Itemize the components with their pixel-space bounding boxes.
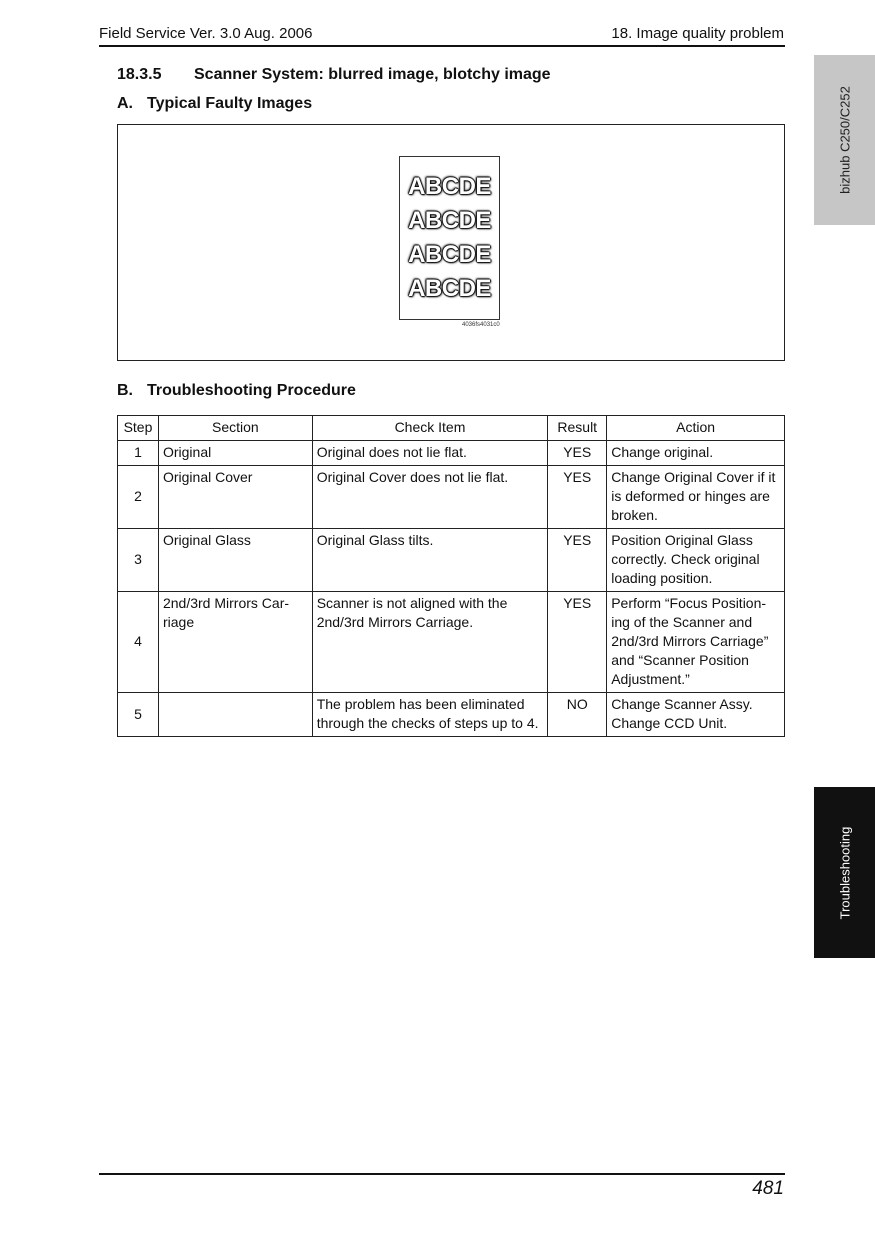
page-number: 481 <box>752 1178 784 1199</box>
col-header-result: Result <box>548 416 607 441</box>
cell-result: YES <box>548 592 607 693</box>
table-row <box>118 693 785 737</box>
table-row <box>118 529 785 592</box>
cell-section: 2nd/3rd Mirrors Car-riage <box>158 592 312 693</box>
section-heading <box>117 66 551 84</box>
cell-result: YES <box>548 466 607 529</box>
cell-result: NO <box>548 693 607 737</box>
sample-text-row: ABCDE <box>408 275 491 302</box>
sample-text-row: ABCDE <box>408 241 491 268</box>
table-header-row <box>118 416 785 441</box>
model-side-tab-label: bizhub C250/C252 <box>837 86 852 194</box>
section-title: Scanner System: blurred image, blotchy image <box>194 66 551 83</box>
faulty-image-sample <box>399 156 500 320</box>
cell-action: Change Scanner Assy. Change CCD Unit. <box>607 693 785 737</box>
cell-section: Original Glass <box>158 529 312 592</box>
part-b-heading <box>117 382 356 400</box>
col-header-action: Action <box>607 416 785 441</box>
cell-section: Original Cover <box>158 466 312 529</box>
cell-check-item: Scanner is not aligned with the 2nd/3rd Mirrors Carriage. <box>312 592 548 693</box>
header-rule <box>99 45 785 47</box>
cell-step: 4 <box>118 592 159 693</box>
part-b-letter: B. <box>117 382 133 399</box>
part-a-heading <box>117 95 312 113</box>
cell-step: 5 <box>118 693 159 737</box>
table-row <box>118 466 785 529</box>
sample-text-row: ABCDE <box>408 173 491 200</box>
col-header-step: Step <box>118 416 159 441</box>
part-b-title: Troubleshooting Procedure <box>147 382 356 399</box>
chapter-side-tab <box>814 787 875 958</box>
cell-check-item: Original does not lie flat. <box>312 441 548 466</box>
cell-check-item: Original Cover does not lie flat. <box>312 466 548 529</box>
troubleshooting-table <box>117 415 785 737</box>
sample-text-row: ABCDE <box>408 207 491 234</box>
col-header-check-item: Check Item <box>312 416 548 441</box>
chapter-side-tab-label: Troubleshooting <box>837 826 852 919</box>
section-number: 18.3.5 <box>117 66 162 83</box>
header-right: 18. Image quality problem <box>611 25 784 42</box>
col-header-section: Section <box>158 416 312 441</box>
table-row <box>118 592 785 693</box>
cell-check-item: The problem has been eliminated through the checks of steps up to 4. <box>312 693 548 737</box>
table-row <box>118 441 785 466</box>
cell-section <box>158 693 312 737</box>
image-code: 4036fs4031c0 <box>462 322 500 328</box>
cell-result: YES <box>548 441 607 466</box>
cell-action: Change original. <box>607 441 785 466</box>
cell-step: 1 <box>118 441 159 466</box>
header-left: Field Service Ver. 3.0 Aug. 2006 <box>99 25 313 42</box>
cell-section: Original <box>158 441 312 466</box>
cell-action: Change Original Cover if it is deformed or hinges are broken. <box>607 466 785 529</box>
part-a-letter: A. <box>117 95 133 112</box>
footer-rule <box>99 1173 785 1175</box>
model-side-tab <box>814 55 875 225</box>
part-a-title: Typical Faulty Images <box>147 95 313 112</box>
cell-step: 3 <box>118 529 159 592</box>
cell-step: 2 <box>118 466 159 529</box>
cell-result: YES <box>548 529 607 592</box>
cell-action: Perform “Focus Position-ing of the Scanner and 2nd/3rd Mirrors Carriage” and “Scanner Position Adjustment.” <box>607 592 785 693</box>
cell-check-item: Original Glass tilts. <box>312 529 548 592</box>
cell-action: Position Original Glass correctly. Check original loading position. <box>607 529 785 592</box>
